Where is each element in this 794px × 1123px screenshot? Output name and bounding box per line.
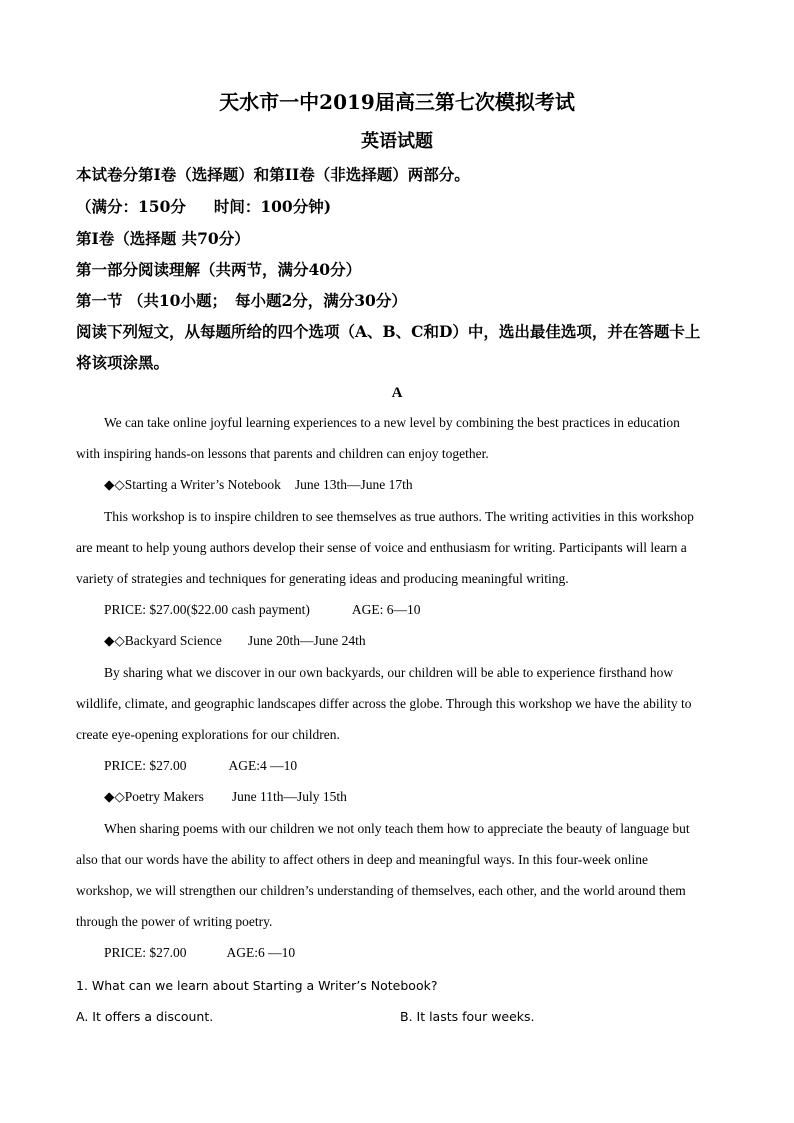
workshop-price-age <box>104 758 297 774</box>
workshop-price: PRICE: $27.00 <box>104 758 187 773</box>
exam-subtitle: 英语试题 <box>361 131 433 152</box>
workshop-description: By sharing what we discover in our own backyards, our children will be able to experience firsthand how <box>104 665 674 680</box>
passage-intro: We can take online joyful learning experiences to a new level by combining the best practices in education <box>104 415 680 430</box>
diamond-icon: ◆◇ <box>104 477 125 492</box>
workshop-name: Backyard Science <box>124 633 222 648</box>
workshop-description: This workshop is to inspire children to see themselves as true authors. The writing activities in this workshop <box>104 509 694 524</box>
workshop-description: create eye-opening explorations for our children. <box>76 727 340 742</box>
workshop-description: are meant to help young authors develop their sense of voice and enthusiasm for writing. Participants will learn a <box>76 540 687 555</box>
workshop-age: AGE:6 —10 <box>226 945 296 960</box>
workshop-price: PRICE: $27.00($22.00 cash payment) <box>104 602 310 617</box>
subsection-heading <box>76 289 407 311</box>
diamond-icon: ◆◇ <box>104 789 125 804</box>
instruction-line: 本试卷分第I卷（选择题）和第II卷（非选择题）两部分。 <box>76 165 470 184</box>
workshop-description: through the power of writing poetry. <box>76 914 273 929</box>
passage-intro: with inspiring hands-on lessons that parents and children can enjoy together. <box>76 446 489 461</box>
workshop-dates: June 20th—June 24th <box>247 633 366 648</box>
workshop-description: also that our words have the ability to affect others in deep and meaningful ways. In this four-week online <box>76 852 648 867</box>
part-one-heading: 第I卷（选择题 共70分） <box>76 229 250 248</box>
workshop-name: Starting a Writer’s Notebook <box>124 477 281 492</box>
workshop-name: Poetry Makers <box>124 789 204 804</box>
workshop-description: variety of strategies and techniques for generating ideas and producing meaningful writing. <box>76 571 569 586</box>
workshop-description: When sharing poems with our children we not only teach them how to appreciate the beauty of language but <box>104 821 690 836</box>
answer-option-b: B. It lasts four weeks. <box>400 1009 535 1024</box>
workshop-description: wildlife, climate, and geographic landscapes differ across the globe. Through this workshop we have the ability to <box>76 696 692 711</box>
instruction-score-time <box>76 195 331 217</box>
passage-label: A <box>391 385 403 401</box>
subsection-count: 第一节 （共10小题； <box>76 291 227 310</box>
workshop-price-age <box>104 945 295 961</box>
exam-title: 天水市一中2019届高三第七次模拟考试 <box>219 90 575 114</box>
workshop-age: AGE: 6—10 <box>351 602 421 617</box>
answer-option-a: A. It offers a discount. <box>76 1009 214 1024</box>
workshop-heading <box>104 633 366 649</box>
workshop-dates: June 11th—July 15th <box>231 789 347 804</box>
workshop-heading <box>104 789 347 805</box>
directions-line: 将该项涂黑。 <box>76 353 170 372</box>
time-limit: 时间：100分钟) <box>213 197 332 216</box>
workshop-description: workshop, we will strengthen our children’s understanding of themselves, each other, and the world around them <box>76 883 686 898</box>
workshop-heading <box>104 477 413 493</box>
workshop-age: AGE:4 —10 <box>228 758 298 773</box>
section-heading: 第一部分阅读理解（共两节，满分40分） <box>76 260 362 279</box>
workshop-dates: June 13th—June 17th <box>294 477 413 492</box>
workshop-price-age <box>104 602 420 618</box>
question-stem: 1. What can we learn about Starting a Writer’s Notebook? <box>76 978 438 993</box>
directions-line: 阅读下列短文，从每题所给的四个选项（A、B、C和D）中，选出最佳选项，并在答题卡上 <box>76 322 701 341</box>
diamond-icon: ◆◇ <box>104 633 125 648</box>
workshop-price: PRICE: $27.00 <box>104 945 187 960</box>
full-score: （满分：150分 <box>76 197 186 216</box>
subsection-score: 每小题2分，满分30分） <box>234 291 407 310</box>
